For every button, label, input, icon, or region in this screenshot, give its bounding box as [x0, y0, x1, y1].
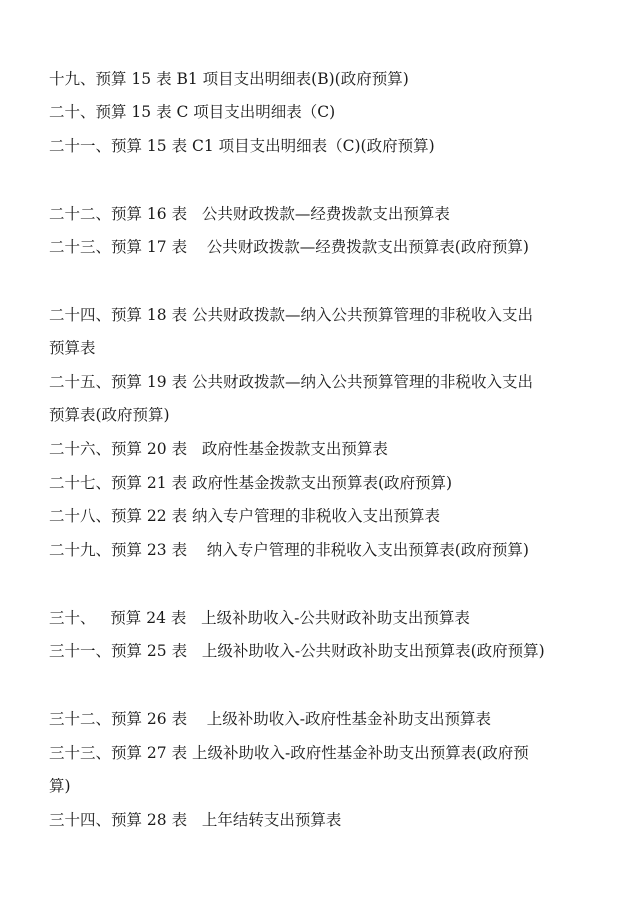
- toc-line-24-cont: 预算表: [49, 339, 96, 357]
- toc-line-19: 十九、预算 15 表 B1 项目支出明细表(B)(政府预算): [49, 70, 409, 88]
- toc-line-31: 三十一、预算 25 表 上级补助收入-公共财政补助支出预算表(政府预算): [49, 642, 545, 660]
- toc-line-30: 三十、 预算 24 表 上级补助收入-公共财政补助支出预算表: [49, 609, 470, 627]
- toc-line-33-cont: 算): [49, 777, 71, 795]
- toc-line-29: 二十九、预算 23 表 纳入专户管理的非税收入支出预算表(政府预算): [49, 541, 529, 559]
- toc-line-26: 二十六、预算 20 表 政府性基金拨款支出预算表: [49, 440, 388, 458]
- toc-line-28: 二十八、预算 22 表 纳入专户管理的非税收入支出预算表: [49, 507, 441, 525]
- toc-line-20: 二十、预算 15 表 C 项目支出明细表（C): [49, 103, 336, 121]
- toc-line-23: 二十三、预算 17 表 公共财政拨款—经费拨款支出预算表(政府预算): [49, 238, 529, 256]
- toc-line-25: 二十五、预算 19 表 公共财政拨款—纳入公共预算管理的非税收入支出: [49, 373, 534, 391]
- toc-line-32: 三十二、预算 26 表 上级补助收入-政府性基金补助支出预算表: [49, 710, 492, 728]
- toc-line-34: 三十四、预算 28 表 上年结转支出预算表: [49, 811, 342, 829]
- toc-line-21: 二十一、预算 15 表 C1 项目支出明细表（C)(政府预算): [49, 137, 435, 155]
- toc-line-22: 二十二、预算 16 表 公共财政拨款—经费拨款支出预算表: [49, 205, 450, 223]
- toc-line-24: 二十四、预算 18 表 公共财政拨款—纳入公共预算管理的非税收入支出: [49, 306, 534, 324]
- toc-line-25-cont: 预算表(政府预算): [49, 406, 170, 424]
- toc-line-33: 三十三、预算 27 表 上级补助收入-政府性基金补助支出预算表(政府预: [49, 744, 529, 762]
- toc-line-27: 二十七、预算 21 表 政府性基金拨款支出预算表(政府预算): [49, 474, 453, 492]
